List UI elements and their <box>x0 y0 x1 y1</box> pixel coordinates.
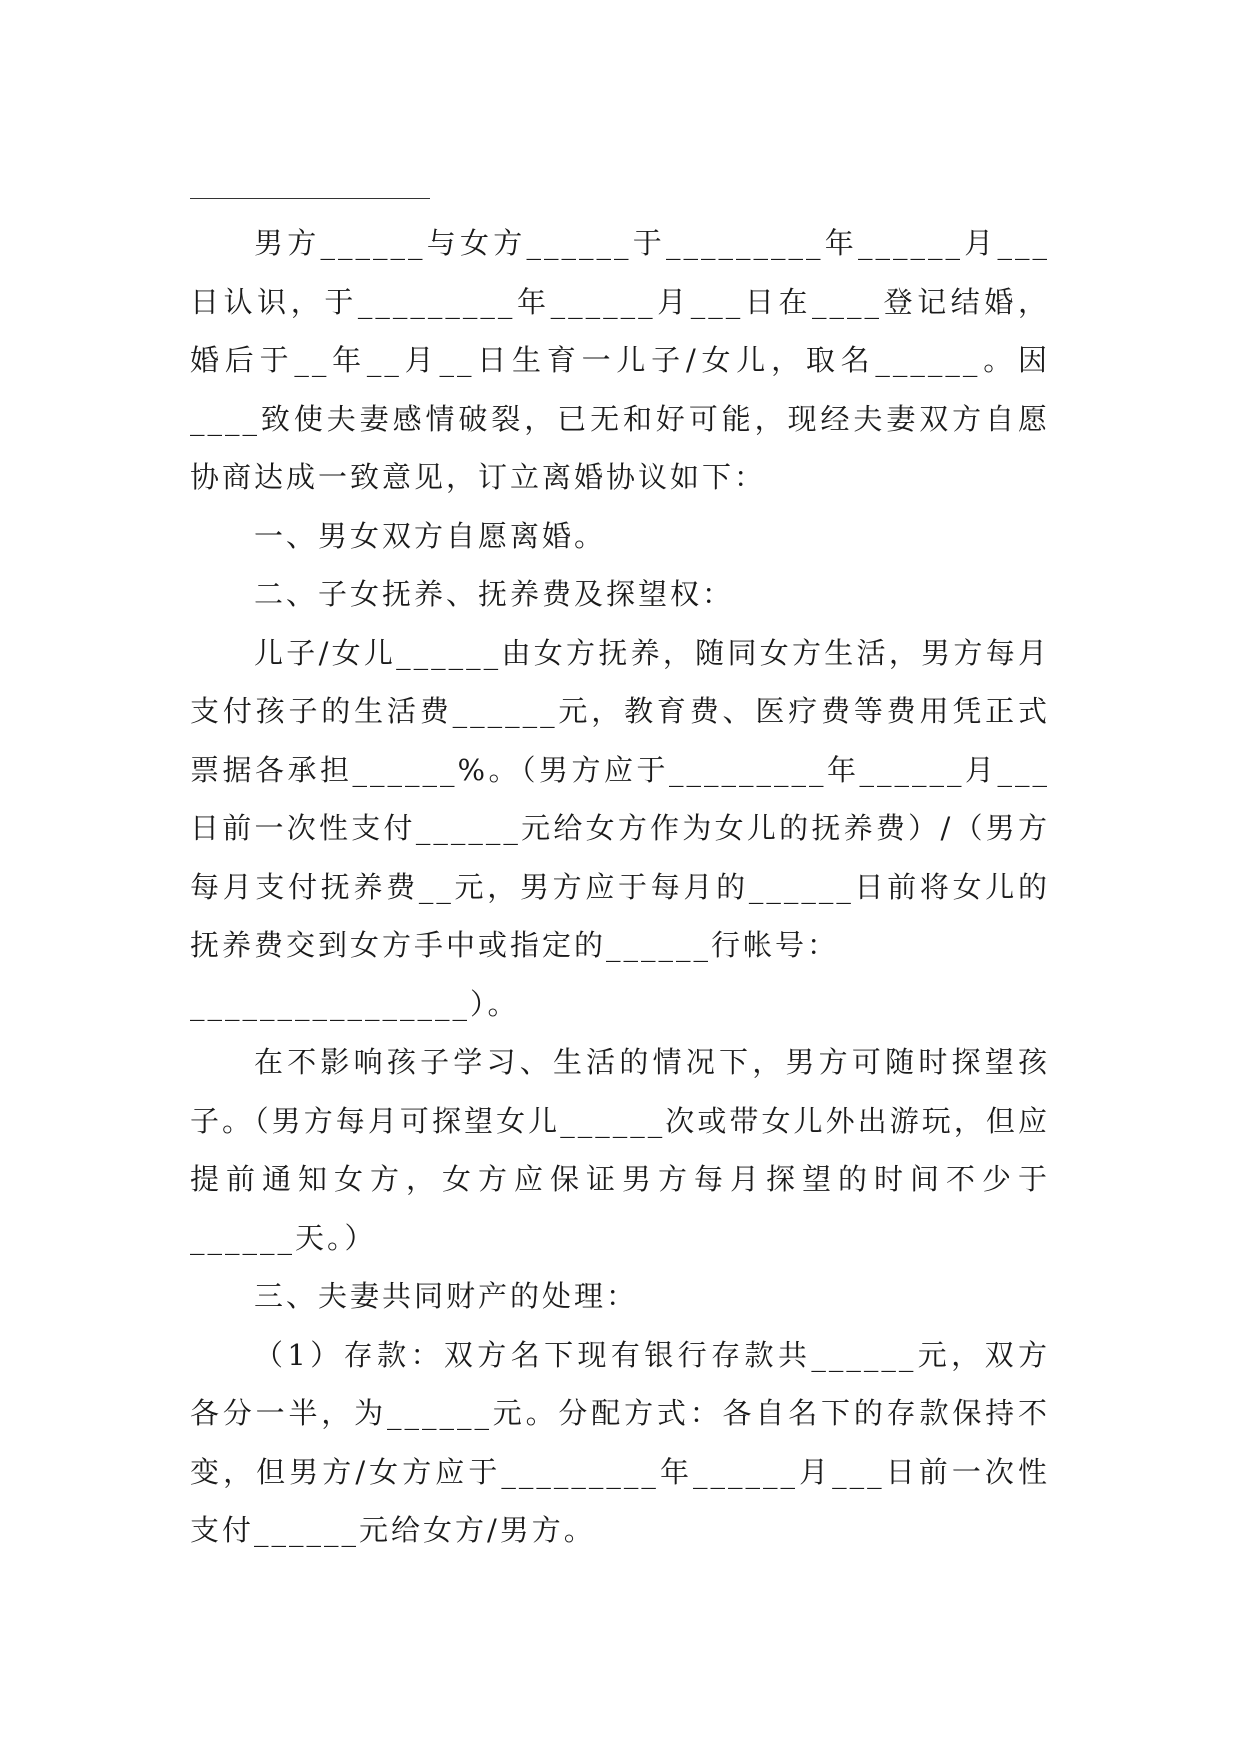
clause-1-heading: 一、男女双方自愿离婚。 <box>254 518 607 553</box>
child-support-paragraph: 儿子/女儿______由女方抚养，随同女方生活，男方每月支付孩子的生活费______元，教育费、医疗费等费用凭正式票据各承担______%。（男方应于_________年______月___日前一次性支付______元给女方作为女儿的抚养费）/（男方每月支付抚养费__元，男方应于每月的______日前将女儿的抚养费交到女方手中或指定的______行帐号： <box>190 635 1050 962</box>
clause-3-heading: 三、夫妻共同财产的处理： <box>254 1279 639 1313</box>
intro-paragraph: 男方______与女方______于_________年______月___日认识，于_________年______月___日在____登记结婚，婚后于__年__月__日生育一儿子/女儿，取名______。因____致使夫妻感情破裂，已无和好可能，现经夫妻双方自愿协商达成一致意见，订立离婚协议如下： <box>190 226 1050 494</box>
visitation-paragraph: 在不影响孩子学习、生活的情况下，男方可随时探望孩子。（男方每月可探望女儿______次或带女儿外出游玩，但应提前通知女方，女方应保证男方每月探望的时间不少于______天。） <box>190 1045 1050 1255</box>
bank-account-line: ________________）。 <box>190 986 520 1021</box>
top-blank-line <box>190 198 430 199</box>
document-body <box>190 214 1050 1560</box>
deposit-paragraph: （1）存款：双方名下现有银行存款共______元，双方各分一半，为______元。分配方式：各自名下的存款保持不变，但男方/女方应于_________年______月___日前一次性支付______元给女方/男方。 <box>190 1337 1050 1547</box>
clause-2-heading: 二、子女抚养、抚养费及探望权： <box>254 577 735 611</box>
